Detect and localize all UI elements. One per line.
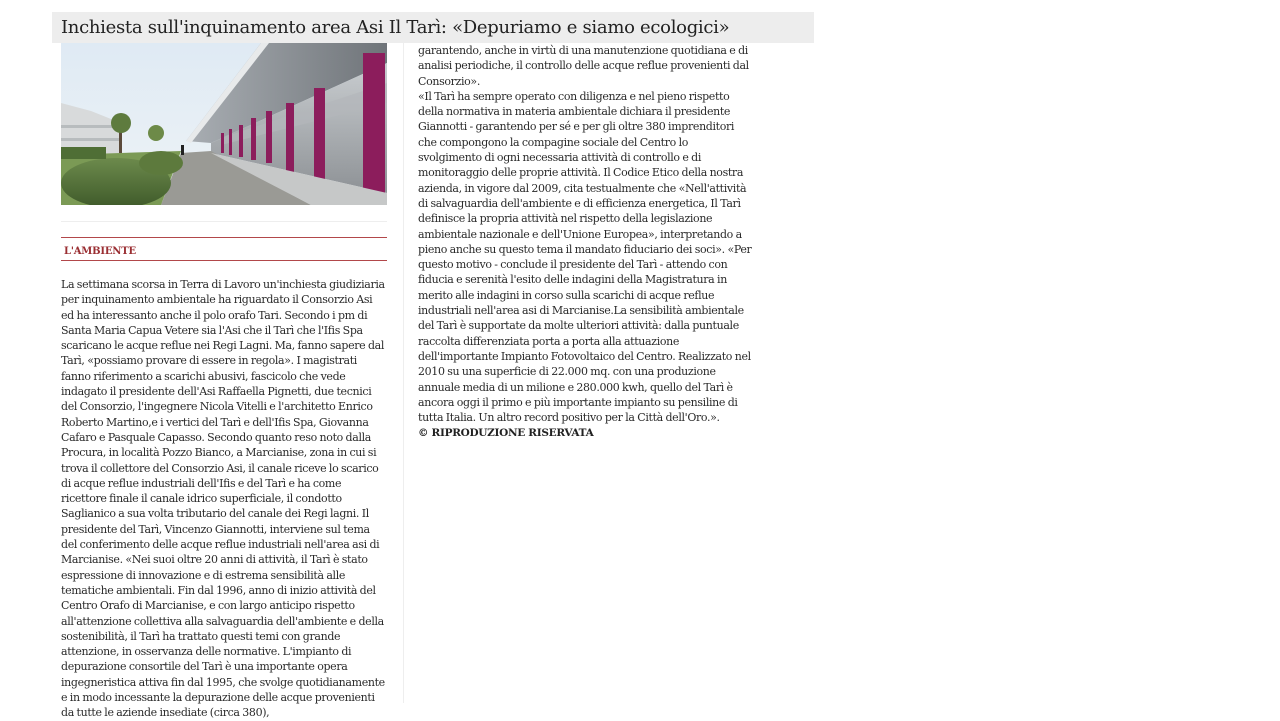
article-title-bar — [52, 12, 814, 43]
article-body-left: La settimana scorsa in Terra di Lavoro un'inchiesta giudiziaria per inquinamento ambientale ha riguardato il Consorzio Asi ed ha interessanto anche il polo orafo Tari. Secondo i pm di Santa Maria Capua Vetere sia l'Asi che il Tarì che l'Ifis Spa scaricano le acque reflue nei Regi Lagni. Ma, fanno sapere dal Tarì, «possiamo provare di essere in regola». I magistrati fanno riferimento a scarichi abusivi, fascicolo che vede indagato il presidente dell'Asi Raffaella Pignetti, due tecnici del Consorzio, l'ingegnere Nicola Vitelli e l'architetto Enrico Roberto Martino,e i vertici del Tarì e dell'Ifis Spa, Giovanna Cafaro e Pasquale Capasso. Secondo quanto reso noto dalla Procura, in località Pozzo Bianco, a Marcianise, zona in cui si trova il collettore del Consorzio Asi, il canale riceve lo scarico di acque reflue industriali dell'Ifis e del Tarì e ha come ricettore finale il canale idrico superficiale, il condotto Saglianico a sua volta tributario del canale dei Regi lagni. Il presidente del Tarì, Vincenzo Giannotti, interviene sul tema del conferimento delle acque reflue industriali nell'area asi di Marcianise. «Nei suoi oltre 20 anni di attività, il Tarì è stato espressione di innovazione e di estrema sensibilità alle tematiche ambientali. Fin dal 1996, anno di inizio attività del Centro Orafo di Marcianise, e con largo anticipo rispetto all'attenzione collettiva alla salvaguardia dell'ambiente e della sostenibilità, il Tarì ha trattato questi temi con grande attenzione, in osservanza delle normative. L'impianto di depurazione consortile del Tarì è una importante opera ingegneristica attiva fin dal 1995, che svolge quotidianamente e in modo incessante la depurazione delle acque provenienti da tutte le aziende insediate (circa 380), — [61, 278, 385, 720]
column-divider — [403, 43, 404, 703]
article-title: Inchiesta sull'inquinamento area Asi Il Tarì: «Depuriamo e siamo ecologici» — [61, 17, 730, 38]
right-column — [418, 43, 754, 441]
left-column — [61, 43, 387, 721]
copyright-notice: © RIPRODUZIONE RISERVATA — [418, 427, 594, 440]
divider — [61, 221, 387, 222]
article-body-right-paragraph-2: «Il Tarì ha sempre operato con diligenza e nel pieno rispetto della normativa in materia ambientale dichiara il presidente Giannotti - garantendo per sé e per gli oltre 380 imprenditori che compongono la compagine sociale del Centro lo svolgimento di ogni necessaria attività di controllo e di monitoraggio delle proprie attività. Il Codice Etico della nostra azienda, in vigore dal 2009, cita testualmente che «Nell'attività di salvaguardia dell'ambiente e di efficienza energetica, Il Tarì definisce la propria attività nel rispetto della legislazione ambientale nazionale e dell'Unione Europea», interpretando a pieno anche su questo tema il mandato fiduciario dei soci». «Per questo motivo - conclude il presidente del Tarì - attendo con fiducia e serenità l'esito delle indagini della Magistratura in merito alle indagini in corso sulla scarichi di acque reflue industriali nell'area asi di Marcianise.La sensibilità ambientale del Tarì è supportate da molte ulteriori attività: dalla puntuale raccolta differenziata porta a porta alla attuazione dell'importante Impianto Fotovoltaico del Centro. Realizzato nel 2010 su una superficie di 22.000 mq. con una produzione annuale media di un milione e 280.000 kwh, quello del Tarì è ancora oggi il primo e più importante impianto su pensiline di tutta Italia. Un altro record positivo per la Città dell'Oro.». — [418, 89, 752, 425]
section-label — [61, 237, 387, 261]
article-photo — [61, 43, 387, 205]
section-label-text: L'AMBIENTE — [64, 246, 136, 257]
photo-illustration — [61, 43, 387, 205]
article-body-right-paragraph-1: garantendo, anche in virtù di una manutenzione quotidiana e di analisi periodiche, il controllo delle acque reflue provenienti dal Consorzio». — [418, 44, 749, 88]
